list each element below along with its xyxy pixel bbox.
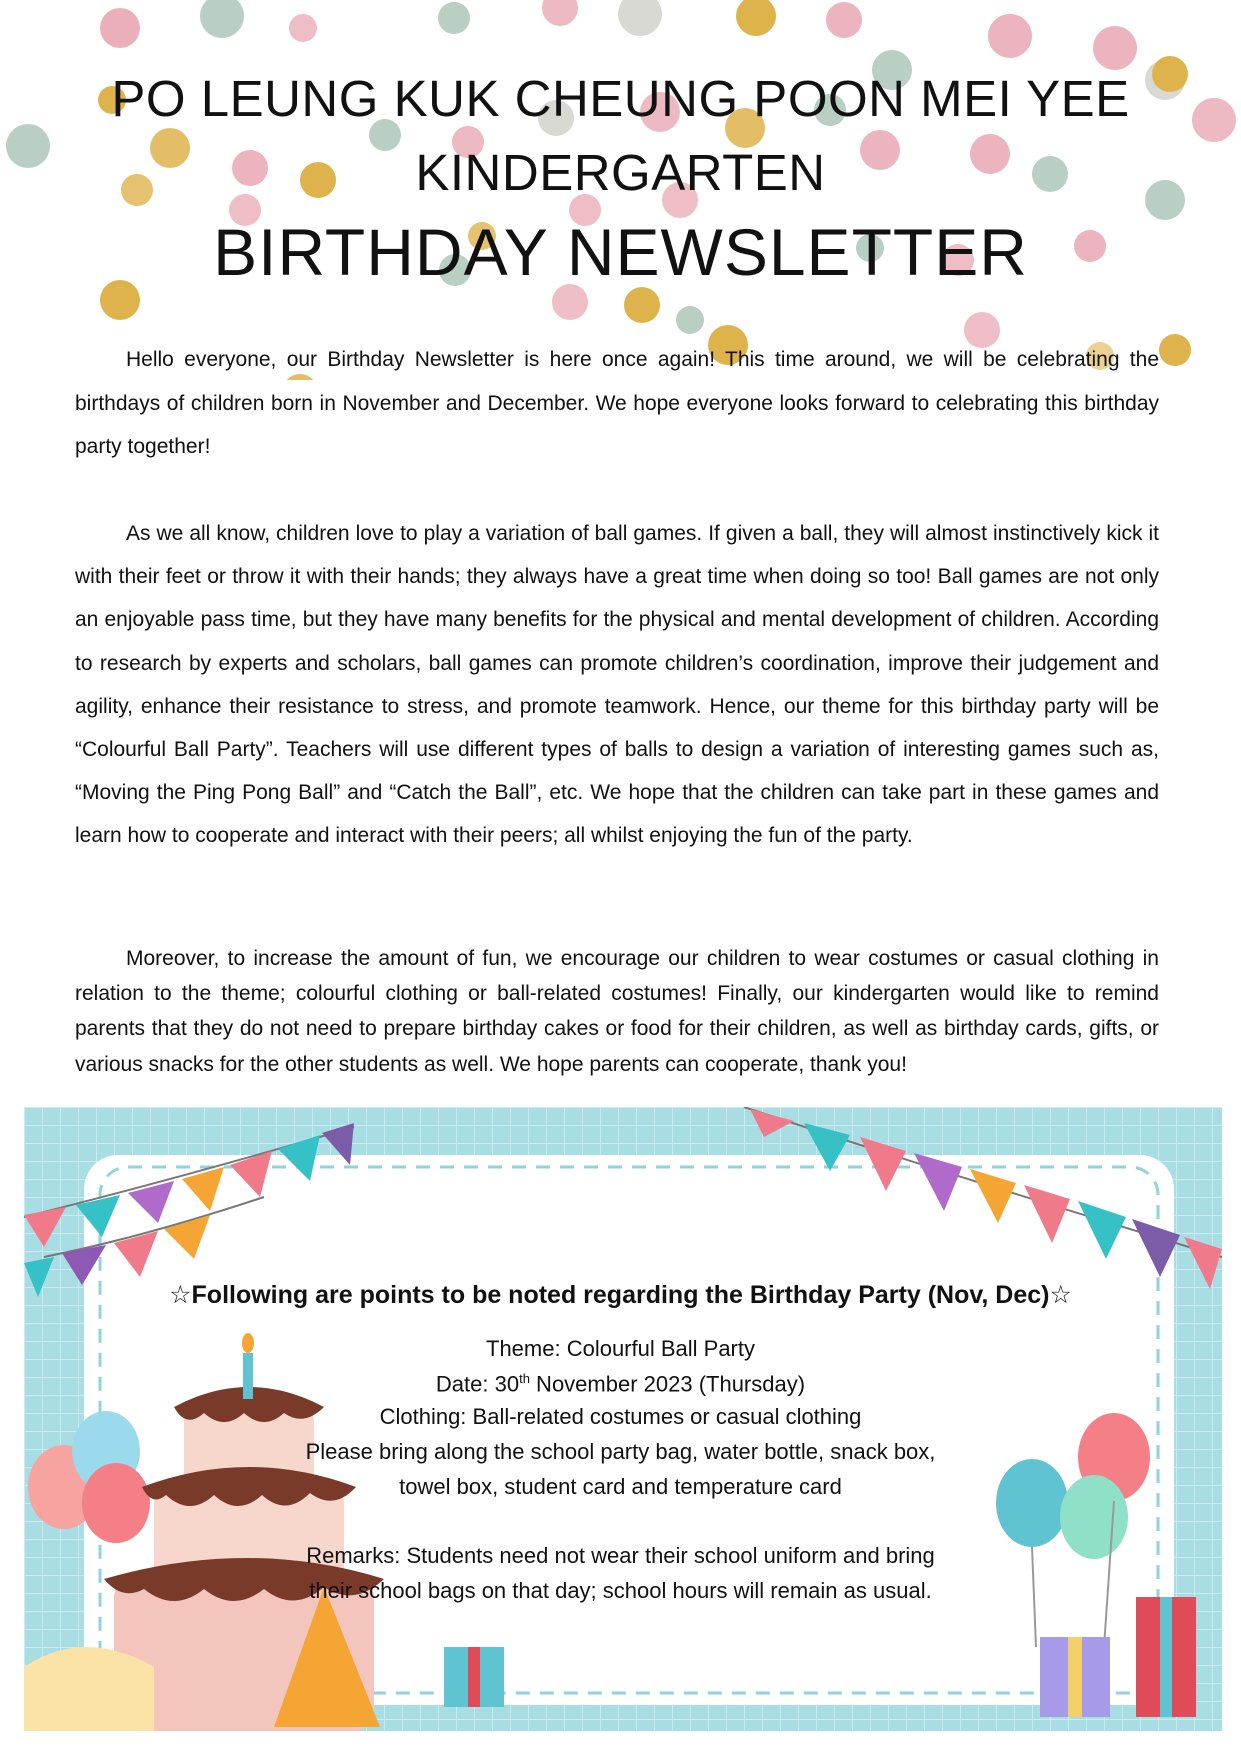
- notes-date-suffix: November 2023 (Thursday): [529, 1371, 806, 1397]
- paragraph-ball-games: As we all know, children love to play a variation of ball games. If given a ball, they will almost instinctively kick it with their feet or throw it with their hands; they always have a great time when doing so too! Ball games are not only an enjoyable pass time, but they have many benefits for the physical and mental development of children. According to research by experts and scholars, ball games can promote children’s coordination, improve their judgement and agility, enhance their resistance to stress, and promote teamwork. Hence, our theme for this birthday party will be “Colourful Ball Party”. Teachers will use different types of balls to design a variation of interesting games such as, “Moving the Ping Pong Ball” and “Catch the Ball”, etc. We hope that the children can take part in these games and learn how to cooperate and interact with their peers; all whilst enjoying the fun of the party.: [75, 522, 1159, 848]
- notes-bring-line2: towel box, student card and temperature card: [399, 1474, 842, 1500]
- school-name-line2: KINDERGARTEN: [415, 144, 826, 201]
- notes-heading: ☆Following are points to be noted regarding the Birthday Party (Nov, Dec)☆: [169, 1281, 1072, 1309]
- notes-spacer: [0, 1504, 1241, 1538]
- notes-date: [0, 1364, 1241, 1399]
- newsletter-title: BIRTHDAY NEWSLETTER: [213, 215, 1028, 289]
- notes-clothing: Clothing: Ball-related costumes or casual clothing: [379, 1404, 862, 1430]
- notes-remarks-line1: Remarks: Students need not wear their school uniform and bring: [306, 1543, 935, 1569]
- notes-theme: Theme: Colourful Ball Party: [486, 1336, 755, 1361]
- party-notes: [0, 1278, 1241, 1608]
- paragraph-intro: Hello everyone, our Birthday Newsletter is here once again! This time around, we will be celebrating the birthdays of children born in November and December. We hope everyone looks forward to celebrating this birthday party together!: [75, 348, 1159, 458]
- paragraph-costumes: Moreover, to increase the amount of fun, we encourage our children to wear costumes or casual clothing in relation to the theme; colourful clothing or ball-related costumes! Finally, our kindergarten would like to remind parents that they do not need to prepare birthday cakes or food for their children, as well as birthday cards, gifts, or various snacks for the other students as well. We hope parents can cooperate, thank you!: [75, 947, 1159, 1076]
- newsletter-header: [0, 62, 1241, 294]
- notes-remarks-line2: their school bags on that day; school hours will remain as usual.: [309, 1578, 932, 1604]
- school-name-line1: PO LEUNG KUK CHEUNG POON MEI YEE: [111, 70, 1130, 127]
- notes-date-sup: th: [519, 1371, 530, 1386]
- notes-bring-line1: Please bring along the school party bag, water bottle, snack box,: [305, 1439, 936, 1465]
- notes-date-prefix: Date: 30: [435, 1371, 520, 1397]
